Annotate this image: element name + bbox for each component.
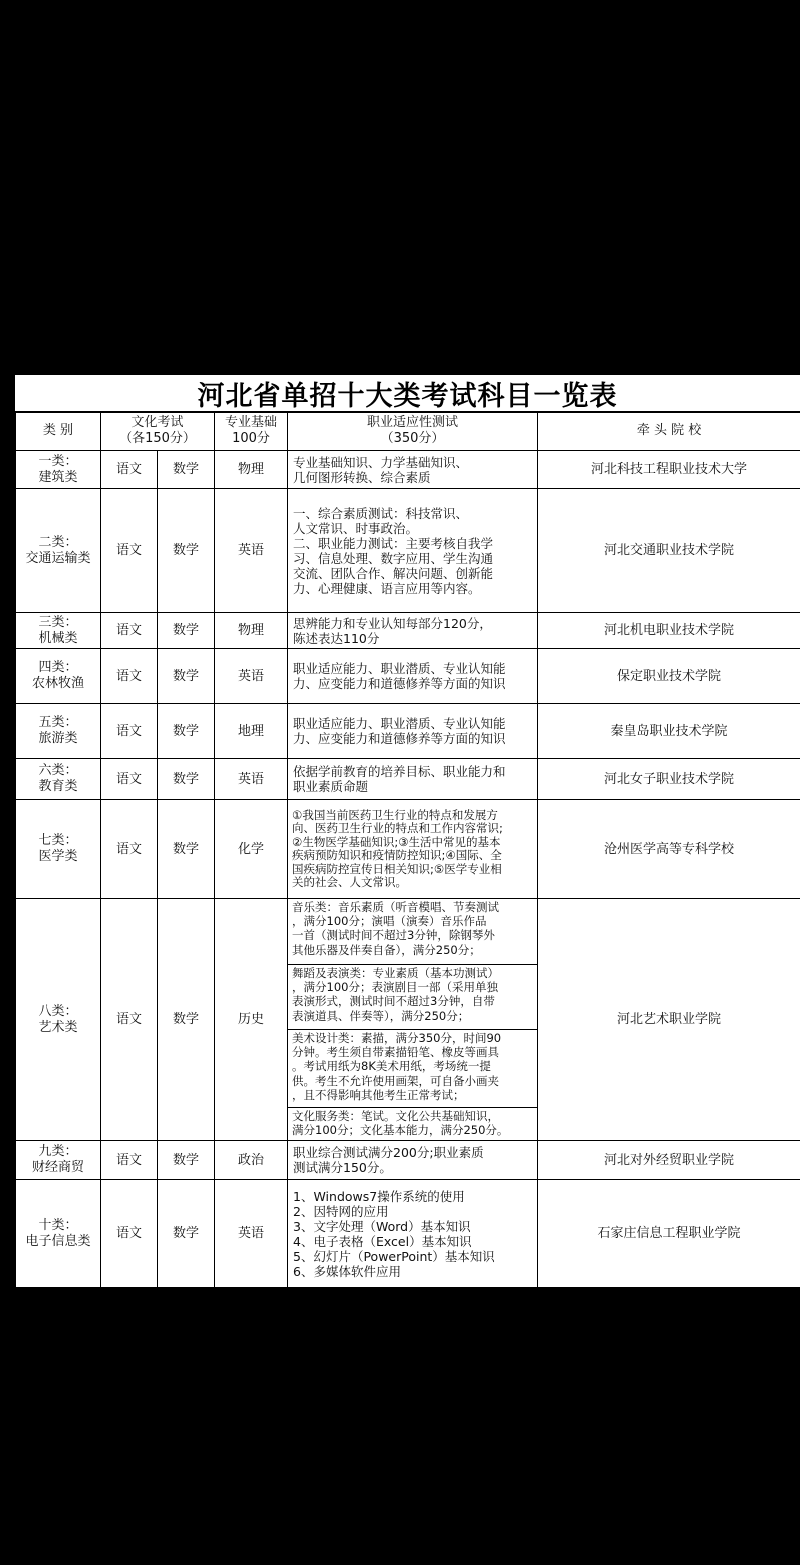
math-cell: 数学: [158, 489, 215, 613]
subject-cell: 英语: [215, 759, 288, 800]
table-row: [16, 613, 800, 649]
content-cell: 1、Windows7操作系统的使用 2、因特网的应用 3、文字处理（Word）基本知识 4、电子表格（Excel）基本知识 5、幻灯片（PowerPoint）基本知识 6、多媒体软件应用: [288, 1180, 538, 1288]
header-culture: 文化考试 （各150分）: [101, 412, 215, 451]
chinese-cell: 语文: [101, 613, 158, 649]
category-cell: 十类： 电子信息类: [16, 1180, 101, 1288]
math-cell: 数学: [158, 704, 215, 759]
math-cell: 数学: [158, 800, 215, 899]
table-row: [16, 1180, 800, 1288]
subject-cell: 英语: [215, 489, 288, 613]
table-row: [16, 759, 800, 800]
page-title: 河北省单招十大类考试科目一览表: [15, 375, 800, 413]
school-cell: 河北科技工程职业技术大学: [538, 451, 800, 489]
math-cell: 数学: [158, 1180, 215, 1288]
category-cell: 三类： 机械类: [16, 613, 101, 649]
art-design-item: 美术设计类：素描，满分350分，时间90 分钟。考生须自带素描铅笔、橡皮等画具 。考试用纸为8K美术用纸，考场统一提 供。考生不允许使用画架，可自备小画夹 ，且不得影响其他考生正常考试；: [288, 1030, 537, 1108]
chinese-cell: 语文: [101, 800, 158, 899]
content-cell: 一、综合素质测试：科技常识、 人文常识、时事政治。 二、职业能力测试：主要考核自我学 习、信息处理、数字应用、学生沟通 交流、团队合作、解决问题、创新能 力、心理健康、语言应用等内容。: [288, 489, 538, 613]
content-cell: 职业综合测试满分200分;职业素质 测试满分150分。: [288, 1141, 538, 1180]
content-cell: ①我国当前医药卫生行业的特点和发展方 向、医药卫生行业的特点和工作内容常识; ②生物医学基础知识;③生活中常见的基本 疾病预防知识和疫情防控知识;④国际、全 国疾病防控宣传日相关知识;⑤医学专业相 关的社会、人文常识。: [288, 800, 538, 899]
chinese-cell: 语文: [101, 759, 158, 800]
math-cell: 数学: [158, 1141, 215, 1180]
content-cell: 职业适应能力、职业潜质、专业认知能 力、应变能力和道德修养等方面的知识: [288, 704, 538, 759]
table-row: [16, 800, 800, 899]
subject-cell: 政治: [215, 1141, 288, 1180]
document-sheet: [15, 375, 800, 1287]
math-cell: 数学: [158, 899, 215, 1141]
subject-cell: 英语: [215, 649, 288, 704]
category-cell: 五类： 旅游类: [16, 704, 101, 759]
subject-cell: 物理: [215, 613, 288, 649]
category-cell: 八类： 艺术类: [16, 899, 101, 1141]
header-aptitude: 职业适应性测试 （350分）: [288, 412, 538, 451]
art-music-item: 音乐类：音乐素质（听音模唱、节奏测试 ，满分100分；演唱（演奏）音乐作品 一首（测试时间不超过3分钟，除钢琴外 其他乐器及伴奏自备），满分250分；: [288, 899, 537, 965]
school-cell: 沧州医学高等专科学校: [538, 800, 800, 899]
category-cell: 四类： 农林牧渔: [16, 649, 101, 704]
subject-cell: 物理: [215, 451, 288, 489]
school-cell: 石家庄信息工程职业学院: [538, 1180, 800, 1288]
chinese-cell: 语文: [101, 1141, 158, 1180]
table-row: [16, 1141, 800, 1180]
chinese-cell: 语文: [101, 899, 158, 1141]
subject-cell: 地理: [215, 704, 288, 759]
category-cell: 一类： 建筑类: [16, 451, 101, 489]
category-cell: 六类： 教育类: [16, 759, 101, 800]
school-cell: 河北艺术职业学院: [538, 899, 800, 1141]
school-cell: 河北交通职业技术学院: [538, 489, 800, 613]
school-cell: 保定职业技术学院: [538, 649, 800, 704]
math-cell: 数学: [158, 649, 215, 704]
table-row: [16, 899, 800, 1141]
header-school: 牵 头 院 校: [538, 412, 800, 451]
table-row: [16, 451, 800, 489]
chinese-cell: 语文: [101, 1180, 158, 1288]
exam-subjects-table: [15, 411, 800, 1288]
math-cell: 数学: [158, 451, 215, 489]
header-category: 类 别: [16, 412, 101, 451]
chinese-cell: 语文: [101, 451, 158, 489]
school-cell: 河北机电职业技术学院: [538, 613, 800, 649]
school-cell: 河北对外经贸职业学院: [538, 1141, 800, 1180]
table-row: [16, 704, 800, 759]
subject-cell: 历史: [215, 899, 288, 1141]
header-professional: 专业基础 100分: [215, 412, 288, 451]
category-cell: 九类： 财经商贸: [16, 1141, 101, 1180]
content-cell: [288, 899, 538, 1141]
school-cell: 河北女子职业技术学院: [538, 759, 800, 800]
subject-cell: 化学: [215, 800, 288, 899]
math-cell: 数学: [158, 613, 215, 649]
art-culture-item: 文化服务类：笔试。文化公共基础知识， 满分100分；文化基本能力，满分250分。: [292, 1109, 509, 1138]
school-cell: 秦皇岛职业技术学院: [538, 704, 800, 759]
chinese-cell: 语文: [101, 649, 158, 704]
table-row: [16, 489, 800, 613]
content-cell: 依据学前教育的培养目标、职业能力和 职业素质命题: [288, 759, 538, 800]
chinese-cell: 语文: [101, 704, 158, 759]
category-cell: 七类： 医学类: [16, 800, 101, 899]
subject-cell: 英语: [215, 1180, 288, 1288]
content-cell: 思辨能力和专业认知每部分120分， 陈述表达110分: [288, 613, 538, 649]
table-row: [16, 649, 800, 704]
content-cell: 职业适应能力、职业潜质、专业认知能 力、应变能力和道德修养等方面的知识: [288, 649, 538, 704]
content-cell: 专业基础知识、力学基础知识、 几何图形转换、综合素质: [288, 451, 538, 489]
table-header-row: [16, 412, 800, 451]
math-cell: 数学: [158, 759, 215, 800]
art-dance-item: 舞蹈及表演类：专业素质（基本功测试） ，满分100分；表演剧目一部（采用单独 表演形式，测试时间不超过3分钟，自带 表演道具、伴奏等），满分250分；: [288, 965, 537, 1030]
chinese-cell: 语文: [101, 489, 158, 613]
category-cell: 二类： 交通运输类: [16, 489, 101, 613]
